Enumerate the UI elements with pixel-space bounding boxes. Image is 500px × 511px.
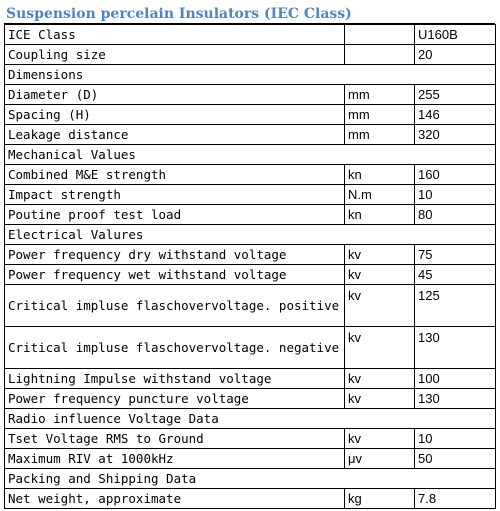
parameter-label: Poutine proof test load	[5, 205, 345, 225]
value-cell: 130	[415, 327, 496, 369]
value-cell: 160	[415, 165, 496, 185]
table-row	[5, 285, 496, 327]
unit-cell: μv	[345, 449, 415, 469]
table-title: Suspension percelain Insulators (IEC Class)	[4, 4, 495, 24]
table-row	[5, 389, 496, 409]
parameter-label: ICE Class	[5, 25, 345, 45]
section-label: Dimensions	[5, 65, 496, 85]
parameter-label: Impact strength	[5, 185, 345, 205]
parameter-label: Power frequency puncture voltage	[5, 389, 345, 409]
unit-cell: kv	[345, 265, 415, 285]
spec-sheet	[4, 4, 495, 509]
value-cell: 80	[415, 205, 496, 225]
table-row	[5, 85, 496, 105]
unit-cell: kn	[345, 205, 415, 225]
value-cell: 75	[415, 245, 496, 265]
value-cell: 100	[415, 369, 496, 389]
table-row	[5, 449, 496, 469]
value-cell: 50	[415, 449, 496, 469]
value-cell: 45	[415, 265, 496, 285]
value-cell: 10	[415, 429, 496, 449]
parameter-label: Combined M&E strength	[5, 165, 345, 185]
value-cell: 7.8	[415, 489, 496, 509]
table-row	[5, 327, 496, 369]
section-row	[5, 145, 496, 165]
value-cell: 255	[415, 85, 496, 105]
section-label: Radio influence Voltage Data	[5, 409, 496, 429]
unit-cell: kv	[345, 429, 415, 449]
table-row	[5, 369, 496, 389]
unit-cell: N.m	[345, 185, 415, 205]
unit-cell: kv	[345, 327, 415, 369]
table-row	[5, 429, 496, 449]
parameter-label: Coupling size	[5, 45, 345, 65]
section-row	[5, 409, 496, 429]
table-row	[5, 125, 496, 145]
section-row	[5, 469, 496, 489]
unit-cell: mm	[345, 105, 415, 125]
table-row	[5, 265, 496, 285]
unit-cell: kn	[345, 165, 415, 185]
spec-table	[4, 24, 496, 509]
table-row	[5, 185, 496, 205]
parameter-label: Lightning Impulse withstand voltage	[5, 369, 345, 389]
unit-cell	[345, 25, 415, 45]
parameter-label: Power frequency dry withstand voltage	[5, 245, 345, 265]
section-label: Electrical Valures	[5, 225, 496, 245]
parameter-label: Tset Voltage RMS to Ground	[5, 429, 345, 449]
value-cell: 320	[415, 125, 496, 145]
table-row	[5, 205, 496, 225]
unit-cell: mm	[345, 85, 415, 105]
value-cell: 125	[415, 285, 496, 327]
section-label: Packing and Shipping Data	[5, 469, 496, 489]
parameter-label: Maximum RIV at 1000kHz	[5, 449, 345, 469]
table-row	[5, 25, 496, 45]
spec-table-body	[5, 25, 496, 509]
value-cell: 10	[415, 185, 496, 205]
parameter-label: Power frequency wet withstand voltage	[5, 265, 345, 285]
parameter-label: Net weight, approximate	[5, 489, 345, 509]
unit-cell	[345, 45, 415, 65]
value-cell: 130	[415, 389, 496, 409]
parameter-label: Diameter (D)	[5, 85, 345, 105]
unit-cell: kv	[345, 389, 415, 409]
parameter-label: Spacing (H)	[5, 105, 345, 125]
table-row	[5, 45, 496, 65]
table-row	[5, 245, 496, 265]
unit-cell: mm	[345, 125, 415, 145]
table-row	[5, 105, 496, 125]
value-cell: 146	[415, 105, 496, 125]
table-row	[5, 489, 496, 509]
value-cell: U160B	[415, 25, 496, 45]
parameter-label: Critical impluse flaschovervoltage. positive	[5, 285, 345, 327]
unit-cell: kg	[345, 489, 415, 509]
section-label: Mechanical Values	[5, 145, 496, 165]
parameter-label: Critical impluse flaschovervoltage. negative	[5, 327, 345, 369]
section-row	[5, 225, 496, 245]
parameter-label: Leakage distance	[5, 125, 345, 145]
value-cell: 20	[415, 45, 496, 65]
section-row	[5, 65, 496, 85]
table-row	[5, 165, 496, 185]
unit-cell: kv	[345, 245, 415, 265]
unit-cell: kv	[345, 285, 415, 327]
unit-cell: kv	[345, 369, 415, 389]
